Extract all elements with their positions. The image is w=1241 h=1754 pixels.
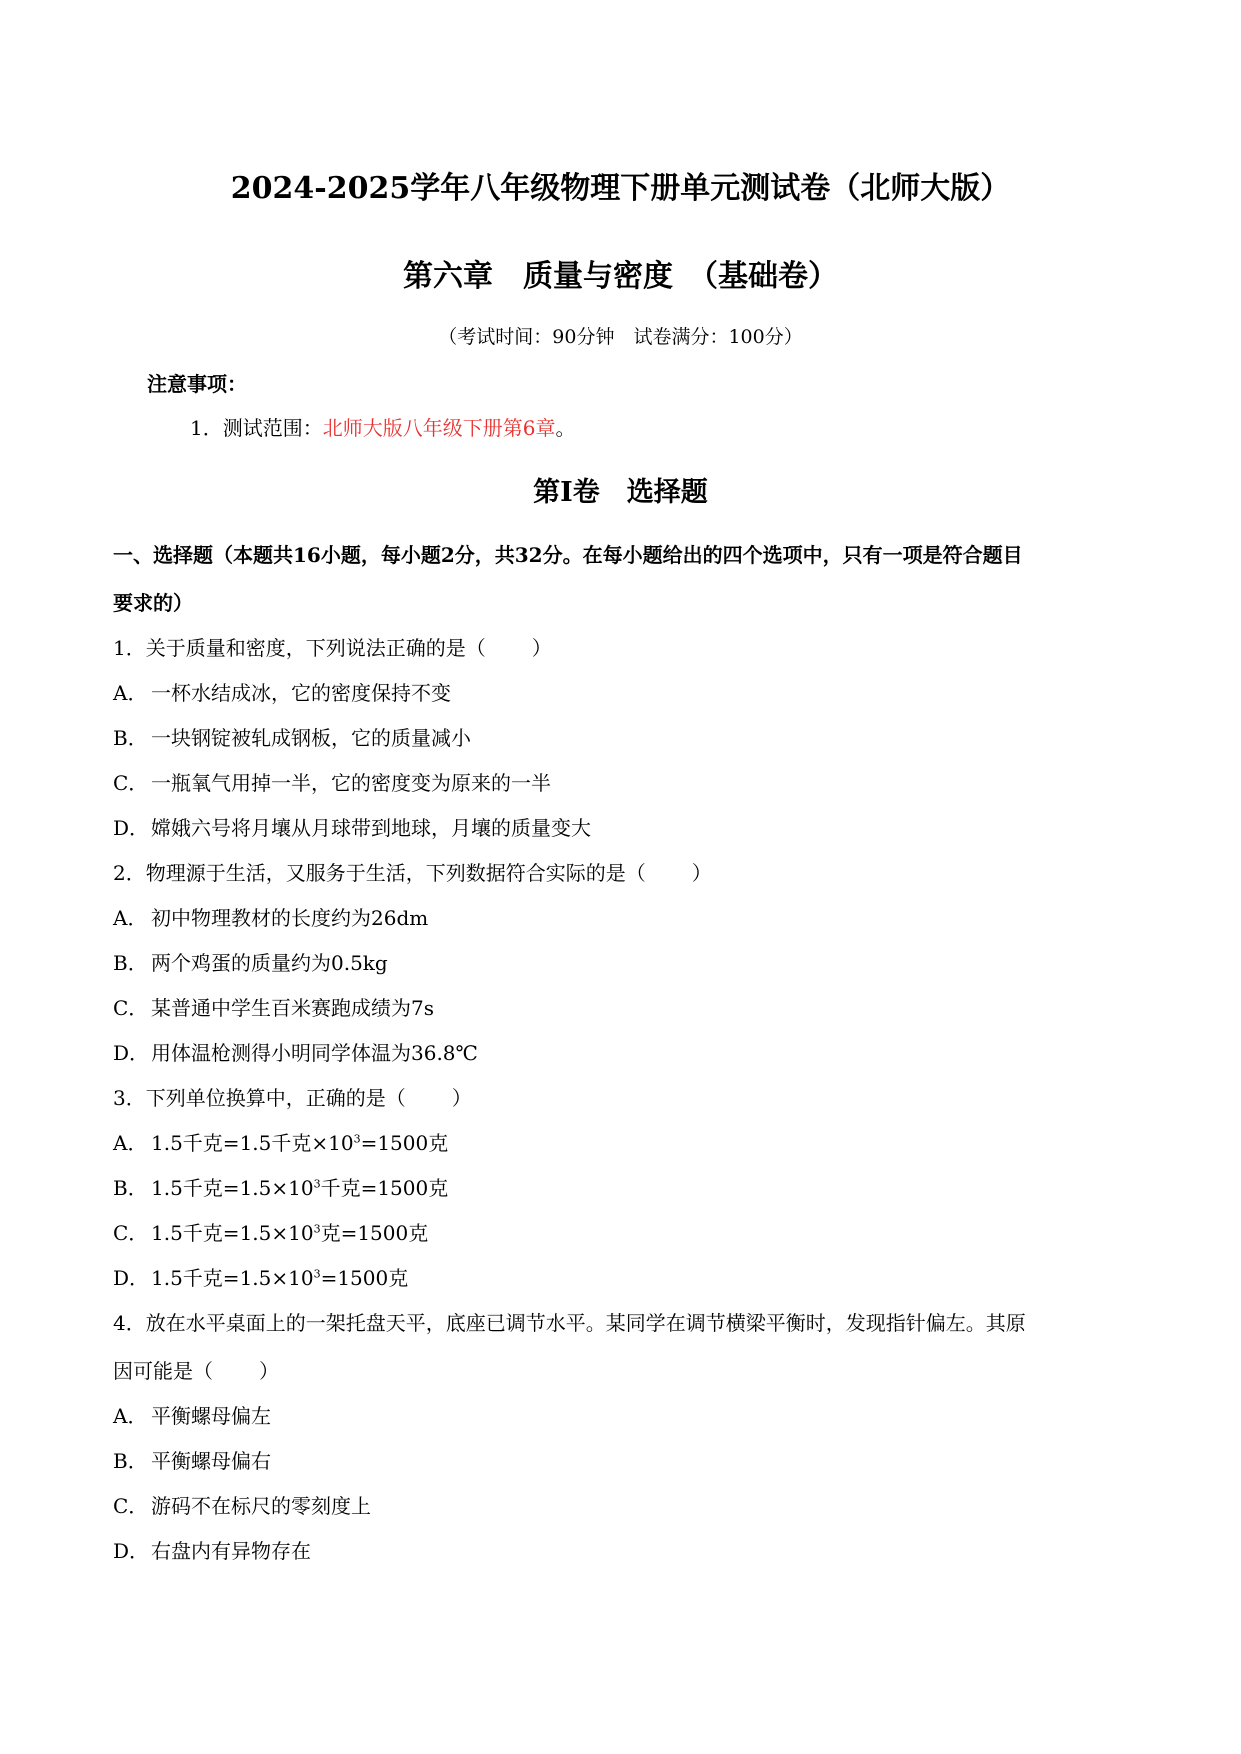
question-4-option-a: A． 平衡螺母偏左	[113, 1404, 271, 1428]
question-1-option-b: B． 一块钢锭被轧成钢板，它的质量减小	[113, 726, 471, 750]
question-1-option-c: C． 一瓶氧气用掉一半，它的密度变为原来的一半	[113, 771, 551, 795]
question-4-stem: 4．放在水平桌面上的一架托盘天平，底座已调节水平。某同学在调节横梁平衡时，发现指针偏左。其原	[113, 1311, 1026, 1335]
question-4-option-c: C． 游码不在标尺的零刻度上	[113, 1494, 371, 1518]
section-instruction: 一、选择题（本题共16小题，每小题2分，共32分。在每小题给出的四个选项中，只有一项是符合题目	[113, 543, 1023, 567]
question-1-option-a: A． 一杯水结成冰，它的密度保持不变	[113, 681, 451, 705]
chapter-subtitle: 第六章 质量与密度 （基础卷）	[403, 259, 838, 294]
question-2-option-c: C． 某普通中学生百米赛跑成绩为7s	[113, 996, 434, 1020]
question-3-option-d: D．1.5千克$=1.5\times 10^3=1500$克	[113, 1266, 409, 1290]
question-2-option-a: A． 初中物理教材的长度约为26dm	[113, 906, 429, 930]
notice-item-suffix: 。	[555, 416, 576, 440]
question-3-stem: 3．下列单位换算中，正确的是（ ）	[113, 1086, 472, 1110]
question-2-option-b: B． 两个鸡蛋的质量约为0.5kg	[113, 951, 388, 975]
notice-heading: 注意事项：	[147, 372, 247, 396]
question-1-option-d: D．嫦娥六号将月壤从月球带到地球，月壤的质量变大	[113, 816, 591, 840]
section-title: 第Ⅰ卷 选择题	[533, 477, 708, 508]
question-2-option-d: D．用体温枪测得小明同学体温为36.8℃	[113, 1041, 478, 1065]
question-1-stem: 1．关于质量和密度，下列说法正确的是（ ）	[113, 636, 552, 660]
exam-info: （考试时间：90分钟 试卷满分：100分）	[438, 326, 803, 348]
exam-title: 2024-2025学年八年级物理下册单元测试卷（北师大版）	[230, 171, 1011, 206]
notice-item-prefix: 1．测试范围：	[190, 416, 323, 440]
notice-item	[190, 412, 575, 441]
question-4-stem-cont: 因可能是（ ）	[113, 1359, 279, 1383]
question-4-option-b: B． 平衡螺母偏右	[113, 1449, 271, 1473]
question-3-option-c: C． 1.5千克$=1.5\times 10^3$克=1500克	[113, 1221, 429, 1245]
question-3-option-b: B． 1.5千克$=1.5\times 10^3$千克=1500克	[113, 1176, 449, 1200]
question-4-option-d: D．右盘内有异物存在	[113, 1539, 311, 1563]
question-2-stem: 2．物理源于生活，又服务于生活，下列数据符合实际的是（ ）	[113, 861, 712, 885]
notice-item-scope: 北师大版八年级下册第6章	[322, 416, 556, 440]
section-instruction-cont: 要求的）	[113, 591, 193, 615]
question-3-option-a: A． 1.5千克=1.5千克$\times 10^3=1500$克	[113, 1131, 449, 1155]
